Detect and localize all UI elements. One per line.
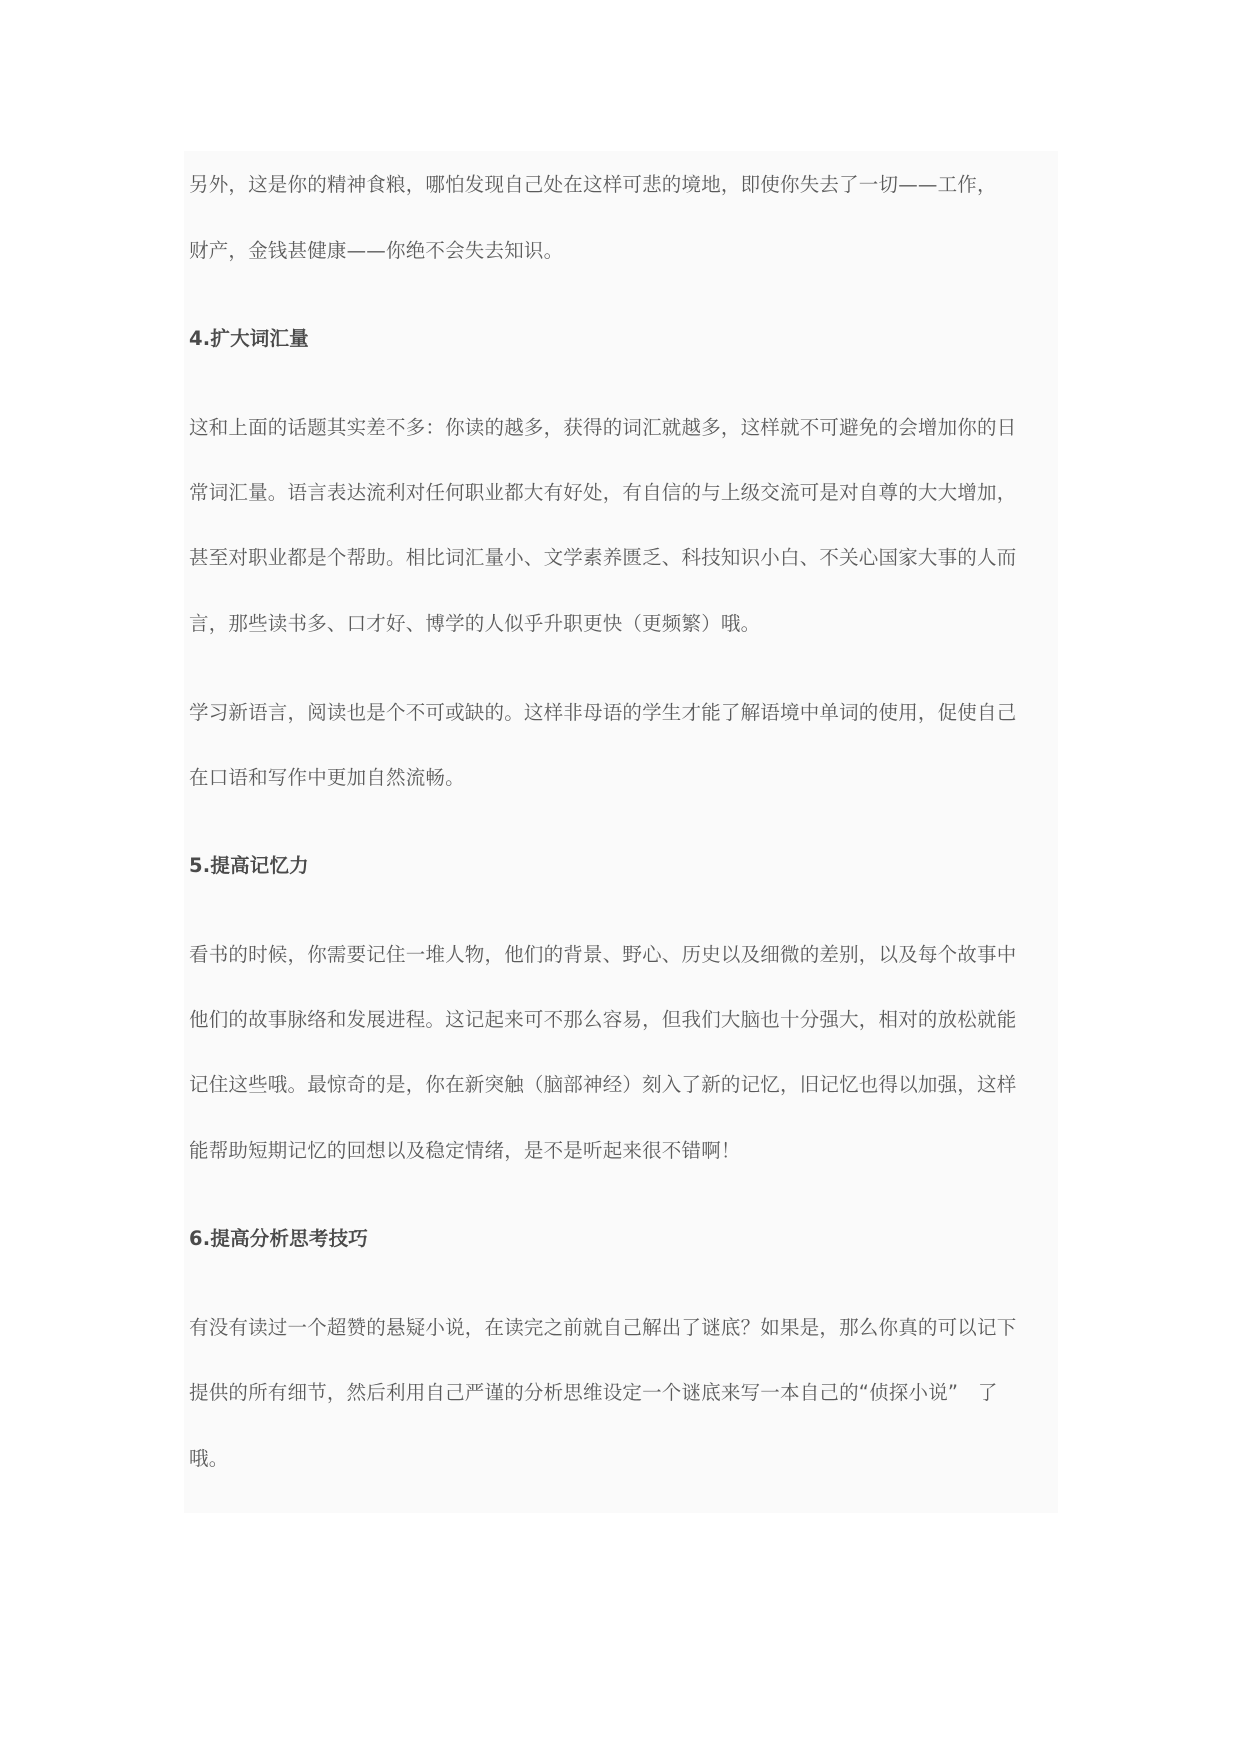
paragraph-line: 另外，这是你的精神食粮，哪怕发现自己处在这样可悲的境地，即使你失去了一切——工作， (189, 173, 997, 196)
paragraph-line: 甚至对职业都是个帮助。相比词汇量小、文学素养匮乏、科技知识小白、不关心国家大事的人而 (189, 546, 1017, 569)
paragraph-line: 常词汇量。语言表达流利对任何职业都大有好处，有自信的与上级交流可是对自尊的大大增加， (189, 481, 1017, 504)
paragraph-line: 能帮助短期记忆的回想以及稳定情绪，是不是听起来很不错啊！ (189, 1139, 741, 1162)
paragraph-line: 这和上面的话题其实差不多：你读的越多，获得的词汇就越多，这样就不可避免的会增加你的日 (189, 416, 1017, 439)
paragraph-line: 财产，金钱甚健康——你绝不会失去知识。 (189, 239, 564, 262)
paragraph-line: 哦。 (189, 1447, 229, 1470)
paragraph-line: 记住这些哦。最惊奇的是，你在新突触（脑部神经）刻入了新的记忆，旧记忆也得以加强，这样 (189, 1073, 1017, 1096)
paragraph-line: 在口语和写作中更加自然流畅。 (189, 766, 465, 789)
paragraph-line: 提供的所有细节，然后利用自己严谨的分析思维设定一个谜底来写一本自己的“侦探小说” 了 (189, 1381, 998, 1404)
paragraph-line: 学习新语言，阅读也是个不可或缺的。这样非母语的学生才能了解语境中单词的使用，促使自己 (189, 701, 1017, 724)
paragraph-line: 看书的时候，你需要记住一堆人物，他们的背景、野心、历史以及细微的差别，以及每个故事中 (189, 943, 1017, 966)
paragraph-line: 他们的故事脉络和发展进程。这记起来可不那么容易，但我们大脑也十分强大，相对的放松就能 (189, 1008, 1017, 1031)
section-heading: 6.提高分析思考技巧 (189, 1227, 368, 1250)
section-heading: 5.提高记忆力 (189, 854, 309, 877)
paragraph-line: 有没有读过一个超赞的悬疑小说，在读完之前就自己解出了谜底？如果是，那么你真的可以记下 (189, 1316, 1017, 1339)
paragraph-line: 言，那些读书多、口才好、博学的人似乎升职更快（更频繁）哦。 (189, 612, 761, 635)
section-heading: 4.扩大词汇量 (189, 327, 309, 350)
article-panel (184, 151, 1058, 1513)
